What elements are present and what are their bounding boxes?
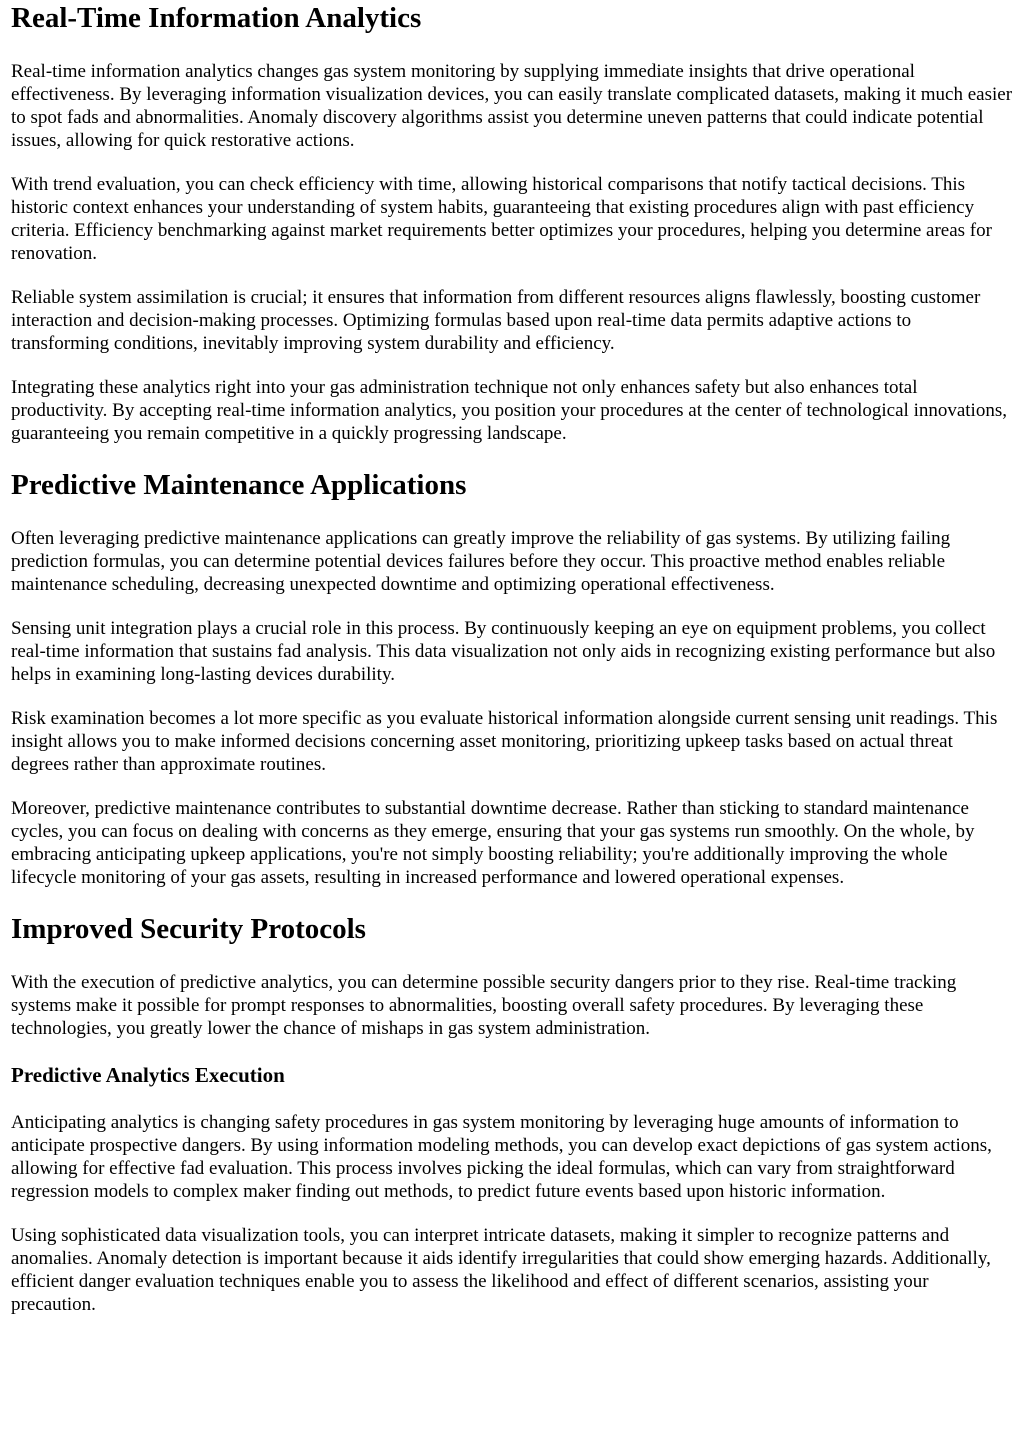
paragraph: With trend evaluation, you can check efficiency with time, allowing historical comparisons that notify tactical decisions. This historic context enhances your understanding of system habits, guaranteeing that existing procedures align with past efficiency criteria. Efficiency benchmarking against market requirements better optimizes your procedures, helping you determine areas for renovation. <box>11 174 992 264</box>
section-heading: Real-Time Information Analytics <box>11 2 422 34</box>
section-security-protocols <box>11 912 1014 1316</box>
paragraph: Risk examination becomes a lot more specific as you evaluate historical information alongside current sensing unit readings. This insight allows you to make informed decisions concerning asset monitoring, prioritizing upkeep tasks based on actual threat degrees rather than approximate routines. <box>11 708 998 775</box>
paragraph: Using sophisticated data visualization tools, you can interpret intricate datasets, making it simpler to recognize patterns and anomalies. Anomaly detection is important because it aids identify irregularities that could show emerging hazards. Additionally, efficient danger evaluation techniques enable you to assess the likelihood and effect of different scenarios, assisting your precaution. <box>11 1225 991 1315</box>
section-real-time-analytics <box>11 1 1014 445</box>
paragraph: Real-time information analytics changes gas system monitoring by supplying immediate insights that drive operational effectiveness. By leveraging information visualization devices, you can easily translate complicated datasets, making it much easier to spot fads and abnormalities. Anomaly discovery algorithms assist you determine uneven patterns that could indicate potential issues, allowing for quick restorative actions. <box>11 61 1013 151</box>
paragraph: Often leveraging predictive maintenance applications can greatly improve the reliability of gas systems. By utilizing failing prediction formulas, you can determine potential devices failures before they occur. This proactive method enables reliable maintenance scheduling, decreasing unexpected downtime and optimizing operational effectiveness. <box>11 528 951 595</box>
section-predictive-maintenance <box>11 468 1014 889</box>
article <box>0 1 1024 1316</box>
subsection-heading: Predictive Analytics Execution <box>11 1063 285 1087</box>
paragraph: Integrating these analytics right into your gas administration technique not only enhances safety but also enhances total productivity. By accepting real-time information analytics, you position your procedures at the center of technological innovations, guaranteeing you remain competitive in a quickly progressing landscape. <box>11 377 1007 444</box>
paragraph: Sensing unit integration plays a crucial role in this process. By continuously keeping an eye on equipment problems, you collect real-time information that sustains fad analysis. This data visualization not only aids in recognizing existing performance but also helps in examining long-lasting devices durability. <box>11 618 996 685</box>
paragraph: With the execution of predictive analytics, you can determine possible security dangers prior to they rise. Real-time tracking systems make it possible for prompt responses to abnormalities, boosting overall safety procedures. By leveraging these technologies, you greatly lower the chance of mishaps in gas system administration. <box>11 972 957 1039</box>
paragraph: Moreover, predictive maintenance contributes to substantial downtime decrease. Rather than sticking to standard maintenance cycles, you can focus on dealing with concerns as they emerge, ensuring that your gas systems run smoothly. On the whole, by embracing anticipating upkeep applications, you're not simply boosting reliability; you're additionally improving the whole lifecycle monitoring of your gas assets, resulting in increased performance and lowered operational expenses. <box>11 798 975 888</box>
paragraph: Anticipating analytics is changing safety procedures in gas system monitoring by leveraging huge amounts of information to anticipate prospective dangers. By using information modeling methods, you can develop exact depictions of gas system actions, allowing for effective fad evaluation. This process involves picking the ideal formulas, which can vary from straightforward regression models to complex maker finding out methods, to predict future events based upon historic information. <box>11 1112 992 1202</box>
paragraph: Reliable system assimilation is crucial; it ensures that information from different resources aligns flawlessly, boosting customer interaction and decision-making processes. Optimizing formulas based upon real-time data permits adaptive actions to transforming conditions, inevitably improving system durability and efficiency. <box>11 287 981 354</box>
section-heading: Predictive Maintenance Applications <box>11 469 467 501</box>
section-heading: Improved Security Protocols <box>11 913 366 945</box>
